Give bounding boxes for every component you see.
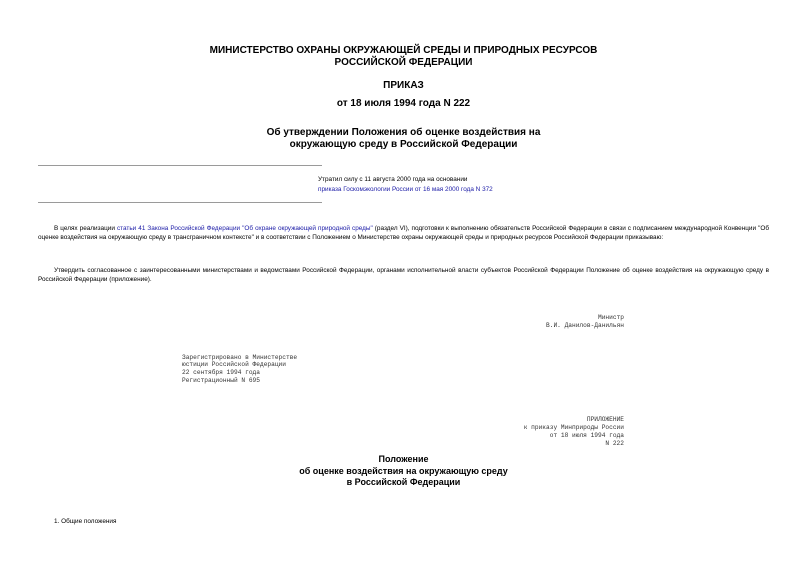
p1-rest: (раздел VI), подготовки к выполнению обязательств Российской Федерации в связи с подписанием международной Конвенции "Об оценке воздействия на окружающую среду в трансграничном контексте" и в соответствии с Положением о Министерстве охраны окружающей среды и природных ресурсов Российской Федерации приказываю: <box>38 225 769 241</box>
doc-title-line2: окружающую среду в Российской Федерации <box>289 139 518 150</box>
ministry-name-line1: МИНИСТЕРСТВО ОХРАНЫ ОКРУЖАЮЩЕЙ СРЕДЫ И ПРИРОДНЫХ РЕСУРСОВ <box>209 45 598 56</box>
order-paragraph-2: Утвердить согласованное с заинтересованными министерствами и ведомствами Российской Федерации, органами исполнительной власти субъектов Российской Федерации Положение об оценке воздействия на окружающую среду в Российской Федерации (приложение). <box>38 267 769 283</box>
p1-start: В целях реализации <box>54 225 117 232</box>
ministry-name-line2: РОССИЙСКОЙ ФЕДЕРАЦИИ <box>334 57 473 68</box>
signature-role: Министр <box>598 314 624 321</box>
order-paragraph-1 <box>38 225 769 242</box>
repeal-order-link[interactable]: приказа Госкомэкологии России от 16 мая 2000 года N 372 <box>318 186 493 193</box>
status-note-line1: Утратил силу с 11 августа 2000 года на основании <box>318 176 468 183</box>
section-general-provisions: 1. Общие положения <box>54 518 117 525</box>
doc-date: от 18 июля 1994 года N 222 <box>336 98 471 109</box>
divider-bottom <box>38 202 322 203</box>
appendix-ref-line2: к приказу Минприроды России <box>523 424 624 431</box>
appendix-label: ПРИЛОЖЕНИЕ <box>586 416 624 423</box>
regulation-title-line3: в Российской Федерации <box>346 477 461 487</box>
appendix-ref-line4: N 222 <box>605 440 624 447</box>
appendix-ref-line3: от 18 июля 1994 года <box>549 432 624 439</box>
law-article-link[interactable]: статьи 41 Закона Российской Федерации "Об охране окружающей природной среды" <box>116 225 373 232</box>
doc-title-line1: Об утверждении Положения об оценке воздействия на <box>266 127 541 138</box>
regulation-title-line1: Положение <box>378 454 429 464</box>
registration-line1: Зарегистрировано в Министерстве <box>182 354 298 361</box>
doc-type: ПРИКАЗ <box>383 80 424 91</box>
registration-line3: 22 сентября 1994 года <box>182 369 260 376</box>
registration-line4: Регистрационный N 695 <box>182 377 260 384</box>
regulation-title-line2: об оценке воздействия на окружающую среду <box>299 466 508 476</box>
divider-top <box>38 165 322 166</box>
signature-name: В.И. Данилов-Данильян <box>546 322 624 329</box>
registration-line2: юстиции Российской Федерации <box>182 361 286 368</box>
